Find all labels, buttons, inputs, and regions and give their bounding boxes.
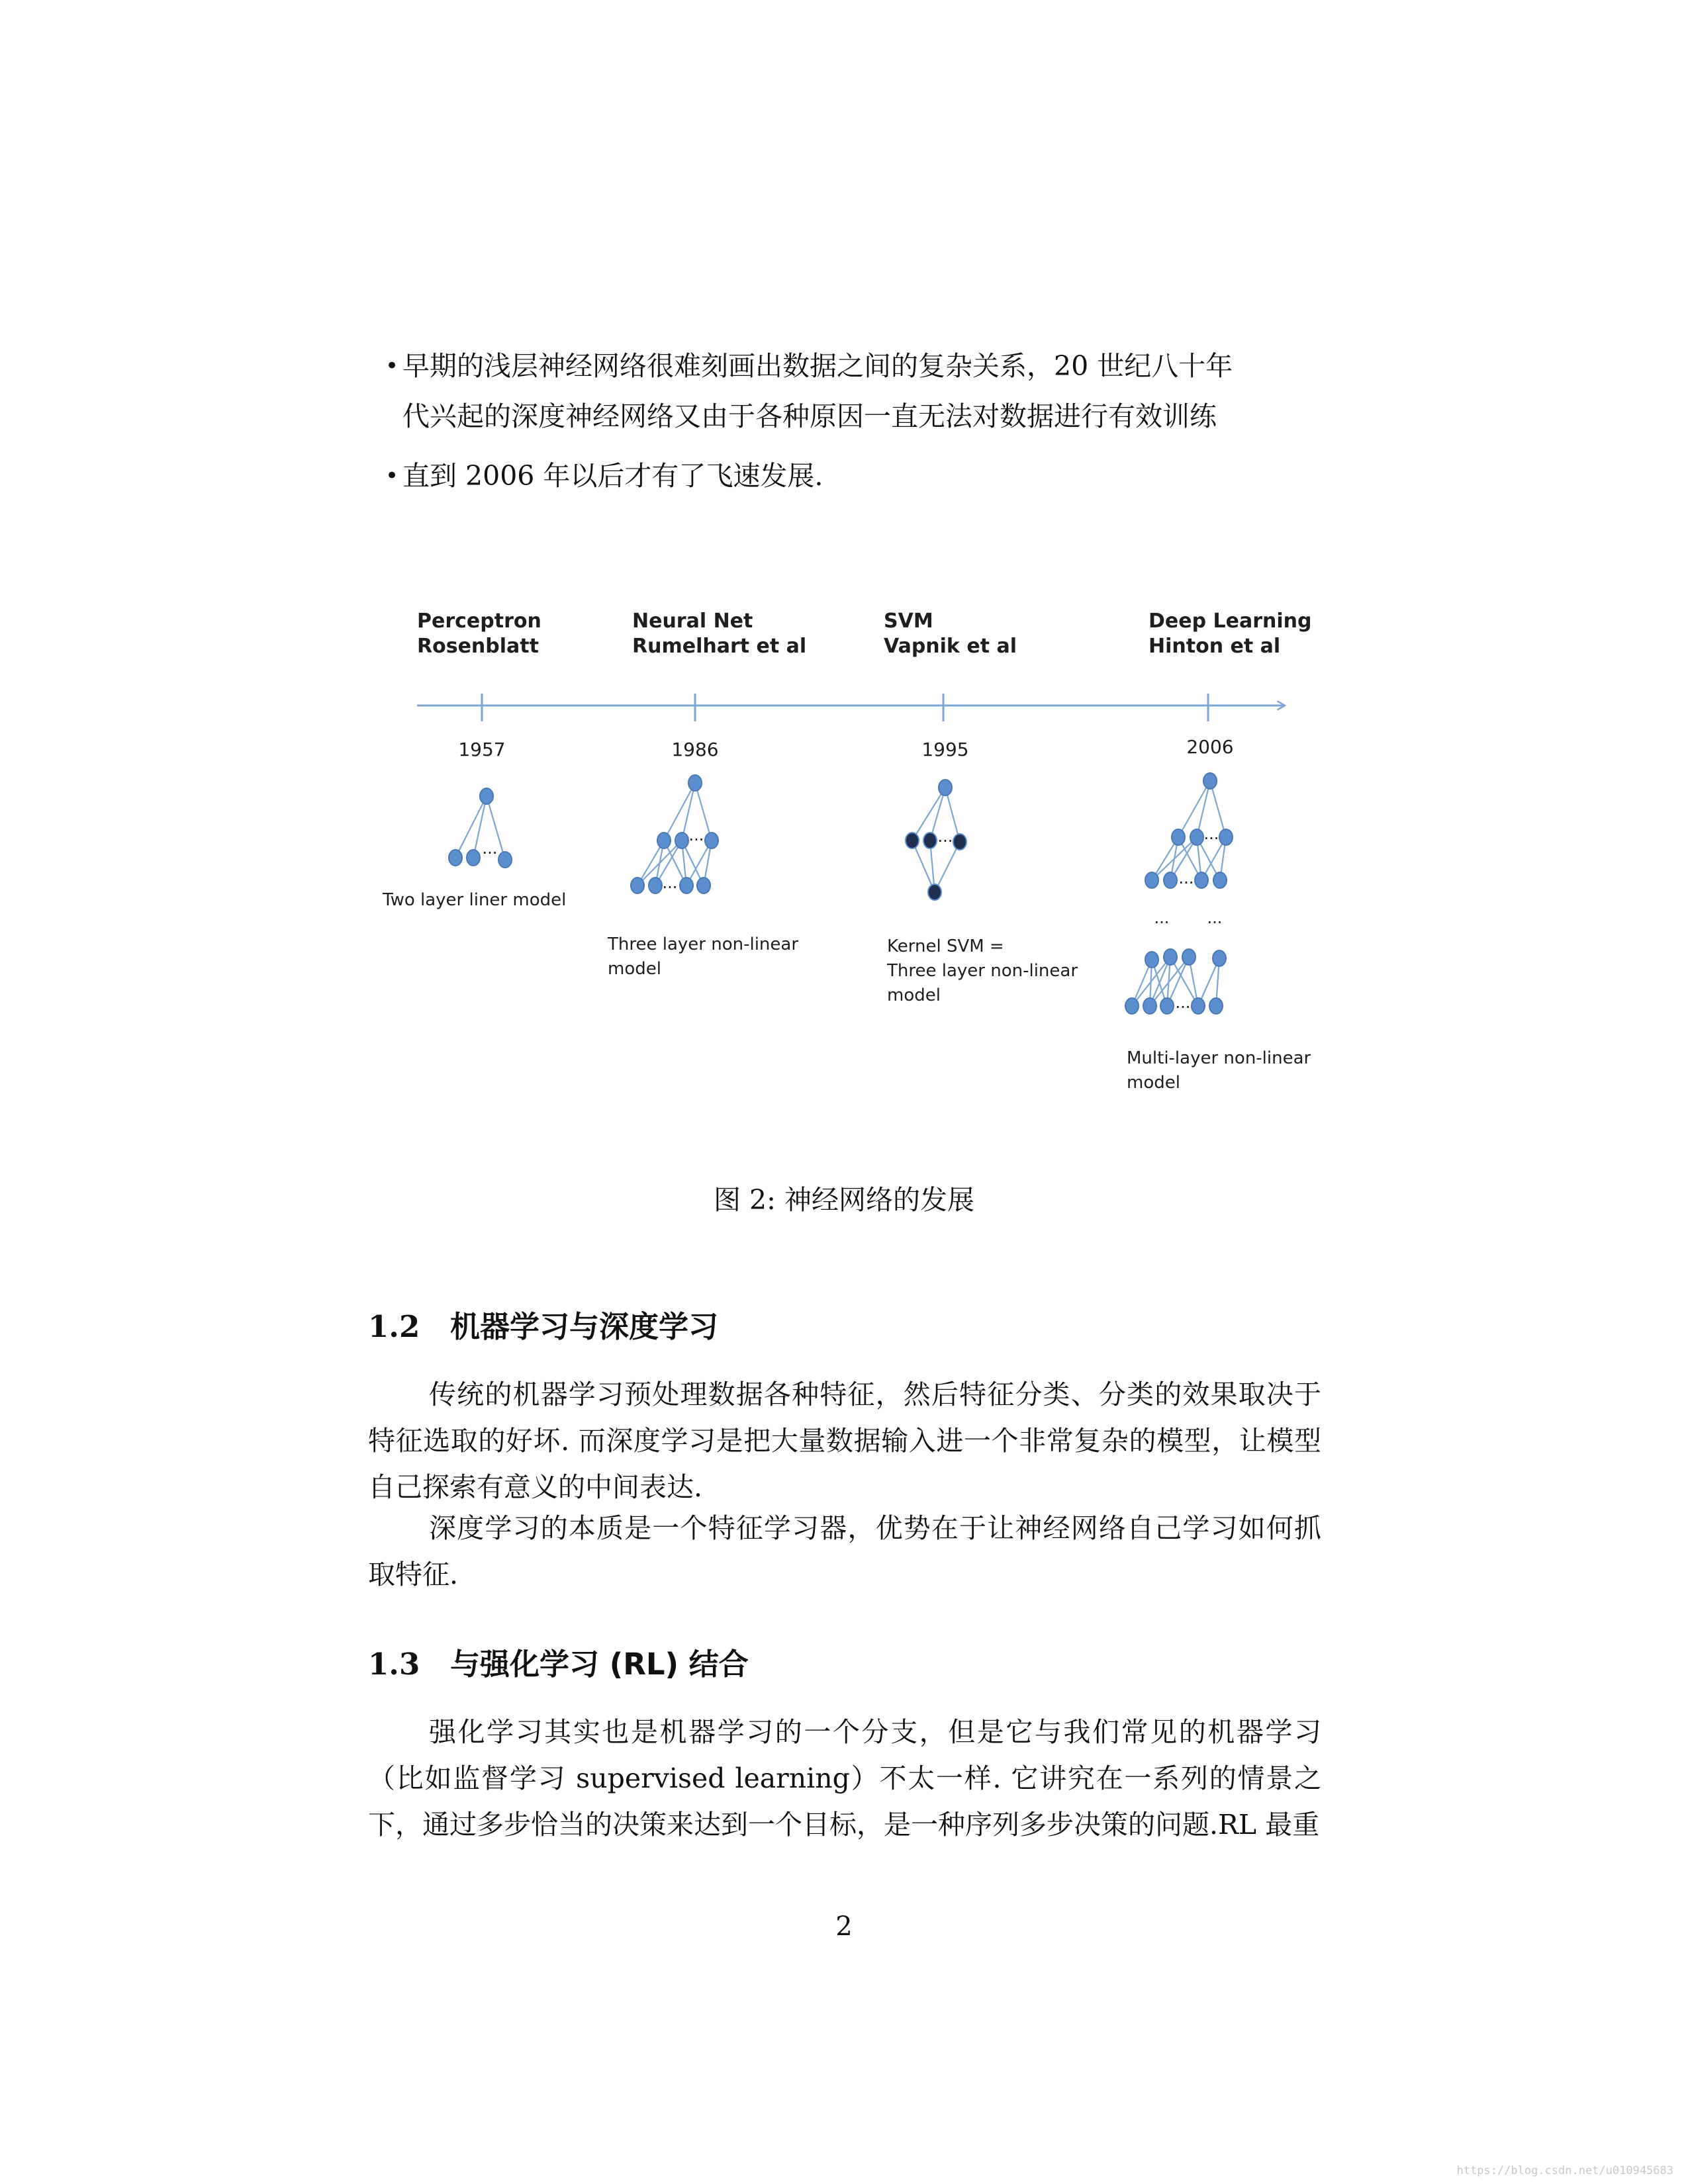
year-1995: 1995 bbox=[921, 739, 969, 760]
ellipsis-mark: ... bbox=[937, 827, 953, 846]
bullet-dot: • bbox=[385, 463, 399, 489]
network-node bbox=[649, 878, 662, 893]
network-node bbox=[1192, 998, 1205, 1014]
network-node bbox=[1145, 952, 1158, 968]
network-node bbox=[1164, 872, 1177, 888]
section-number: 1.2 bbox=[368, 1309, 420, 1344]
milestone-4-title: Deep Learning bbox=[1149, 610, 1312, 633]
ellipsis-mark: ... bbox=[1175, 993, 1191, 1012]
ellipsis-mark: ... bbox=[1203, 825, 1219, 843]
year-2006: 2006 bbox=[1186, 736, 1234, 758]
section-title: 与强化学习 (RL) 结合 bbox=[450, 1647, 749, 1682]
network-node bbox=[1125, 998, 1139, 1014]
ellipsis-mark: ... bbox=[688, 826, 704, 844]
milestone-3-desc-line-1: Kernel SVM = bbox=[887, 936, 1004, 956]
network-node bbox=[480, 788, 493, 804]
milestone-1-author: Rosenblatt bbox=[417, 635, 539, 658]
milestone-2-desc-line-2: model bbox=[608, 959, 661, 979]
figure-caption: 图 2: 神经网络的发展 bbox=[714, 1184, 974, 1216]
year-1986: 1986 bbox=[671, 739, 719, 760]
ellipsis-mark: ... bbox=[662, 874, 678, 892]
bullet-dot: • bbox=[385, 353, 399, 379]
milestone-4-author: Hinton et al bbox=[1149, 635, 1281, 658]
network-node bbox=[1219, 829, 1233, 845]
network-node bbox=[1190, 829, 1203, 845]
ellipsis-mark: ... bbox=[1154, 909, 1170, 927]
network-node bbox=[657, 833, 671, 848]
section-heading-1-3 bbox=[368, 1640, 749, 1683]
network-node bbox=[1172, 829, 1185, 845]
watermark: https://blog.csdn.net/u010945683 bbox=[1456, 2164, 1673, 2177]
paragraph-3: 强化学习其实也是机器学习的一个分支，但是它与我们常见的机器学习（比如监督学习 supervised learning）不太一样. 它讲究在一系列的情景之下，通过多步恰当的决策来达到一个目标，是一种序列多步决策的问题.RL 最重 bbox=[368, 1716, 1321, 1841]
timeline-diagram bbox=[357, 582, 1344, 1099]
bullet-1-line-2: 代兴起的深度神经网络又由于各种原因一直无法对数据进行有效训练 bbox=[402, 400, 1217, 432]
bullet-2-line-1: 直到 2006 年以后才有了飞速发展. bbox=[402, 460, 823, 492]
paragraph-1: 传统的机器学习预处理数据各种特征，然后特征分类、分类的效果取决于特征选取的好坏. 而深度学习是把大量数据输入进一个非常复杂的模型，让模型自己探索有意义的中间表达. bbox=[368, 1379, 1321, 1503]
network-node bbox=[1203, 773, 1217, 789]
network-node bbox=[449, 850, 462, 866]
milestone-1-desc-line-1: Two layer liner model bbox=[383, 890, 567, 910]
network-nodes bbox=[449, 773, 1233, 1014]
network-edges bbox=[455, 781, 1226, 1006]
network-node bbox=[688, 775, 702, 791]
milestone-2-author: Rumelhart et al bbox=[632, 635, 807, 658]
network-node bbox=[1213, 950, 1226, 966]
paragraph-2: 深度学习的本质是一个特征学习器，优势在于让神经网络自己学习如何抓取特征. bbox=[368, 1512, 1321, 1590]
network-node bbox=[923, 833, 937, 848]
network-node bbox=[1213, 872, 1227, 888]
network-node bbox=[1164, 949, 1177, 965]
bullet-1-line-1: 早期的浅层神经网络很难刻画出数据之间的复杂关系，20 世纪八十年 bbox=[402, 350, 1233, 382]
network-node bbox=[939, 780, 952, 796]
network-node bbox=[1160, 998, 1174, 1014]
network-node bbox=[1145, 872, 1158, 888]
network-node bbox=[928, 884, 941, 900]
ellipsis-mark: ... bbox=[1178, 869, 1194, 887]
section-heading-1-2 bbox=[368, 1302, 718, 1345]
ellipsis-mark: ... bbox=[1207, 909, 1223, 927]
ellipsis-mark: ... bbox=[482, 839, 498, 858]
bullet-item-1 bbox=[385, 339, 1323, 443]
section-title: 机器学习与深度学习 bbox=[450, 1309, 719, 1344]
network-node bbox=[1195, 872, 1208, 888]
milestone-3-title: SVM bbox=[884, 610, 933, 633]
milestone-3-desc-line-2: Three layer non-linear bbox=[887, 961, 1078, 981]
milestone-2-desc-line-1: Three layer non-linear bbox=[608, 934, 799, 954]
network-node bbox=[1182, 949, 1196, 965]
network-node bbox=[675, 833, 688, 848]
bullet-item-2 bbox=[385, 449, 1323, 503]
network-node bbox=[906, 833, 919, 848]
network-node bbox=[953, 834, 966, 850]
milestone-4-desc-line-2: model bbox=[1127, 1073, 1180, 1093]
network-node bbox=[1209, 998, 1223, 1014]
network-edge bbox=[935, 842, 960, 892]
neural-network-history-figure bbox=[357, 582, 1344, 1099]
network-node bbox=[697, 878, 710, 893]
network-node bbox=[631, 878, 644, 893]
network-ellipses bbox=[483, 825, 1223, 1012]
network-node bbox=[467, 850, 480, 866]
milestone-1-title: Perceptron bbox=[417, 610, 541, 633]
milestone-2-title: Neural Net bbox=[632, 610, 753, 633]
year-1957: 1957 bbox=[458, 739, 506, 760]
network-node bbox=[680, 878, 693, 893]
section-number: 1.3 bbox=[368, 1647, 420, 1682]
milestone-3-desc-line-3: model bbox=[887, 985, 941, 1005]
page-number: 2 bbox=[835, 1911, 853, 1942]
network-node bbox=[1143, 998, 1156, 1014]
milestone-3-author: Vapnik et al bbox=[884, 635, 1017, 658]
network-node bbox=[705, 833, 718, 848]
network-node bbox=[498, 852, 512, 868]
milestone-4-desc-line-1: Multi-layer non-linear bbox=[1127, 1048, 1311, 1068]
